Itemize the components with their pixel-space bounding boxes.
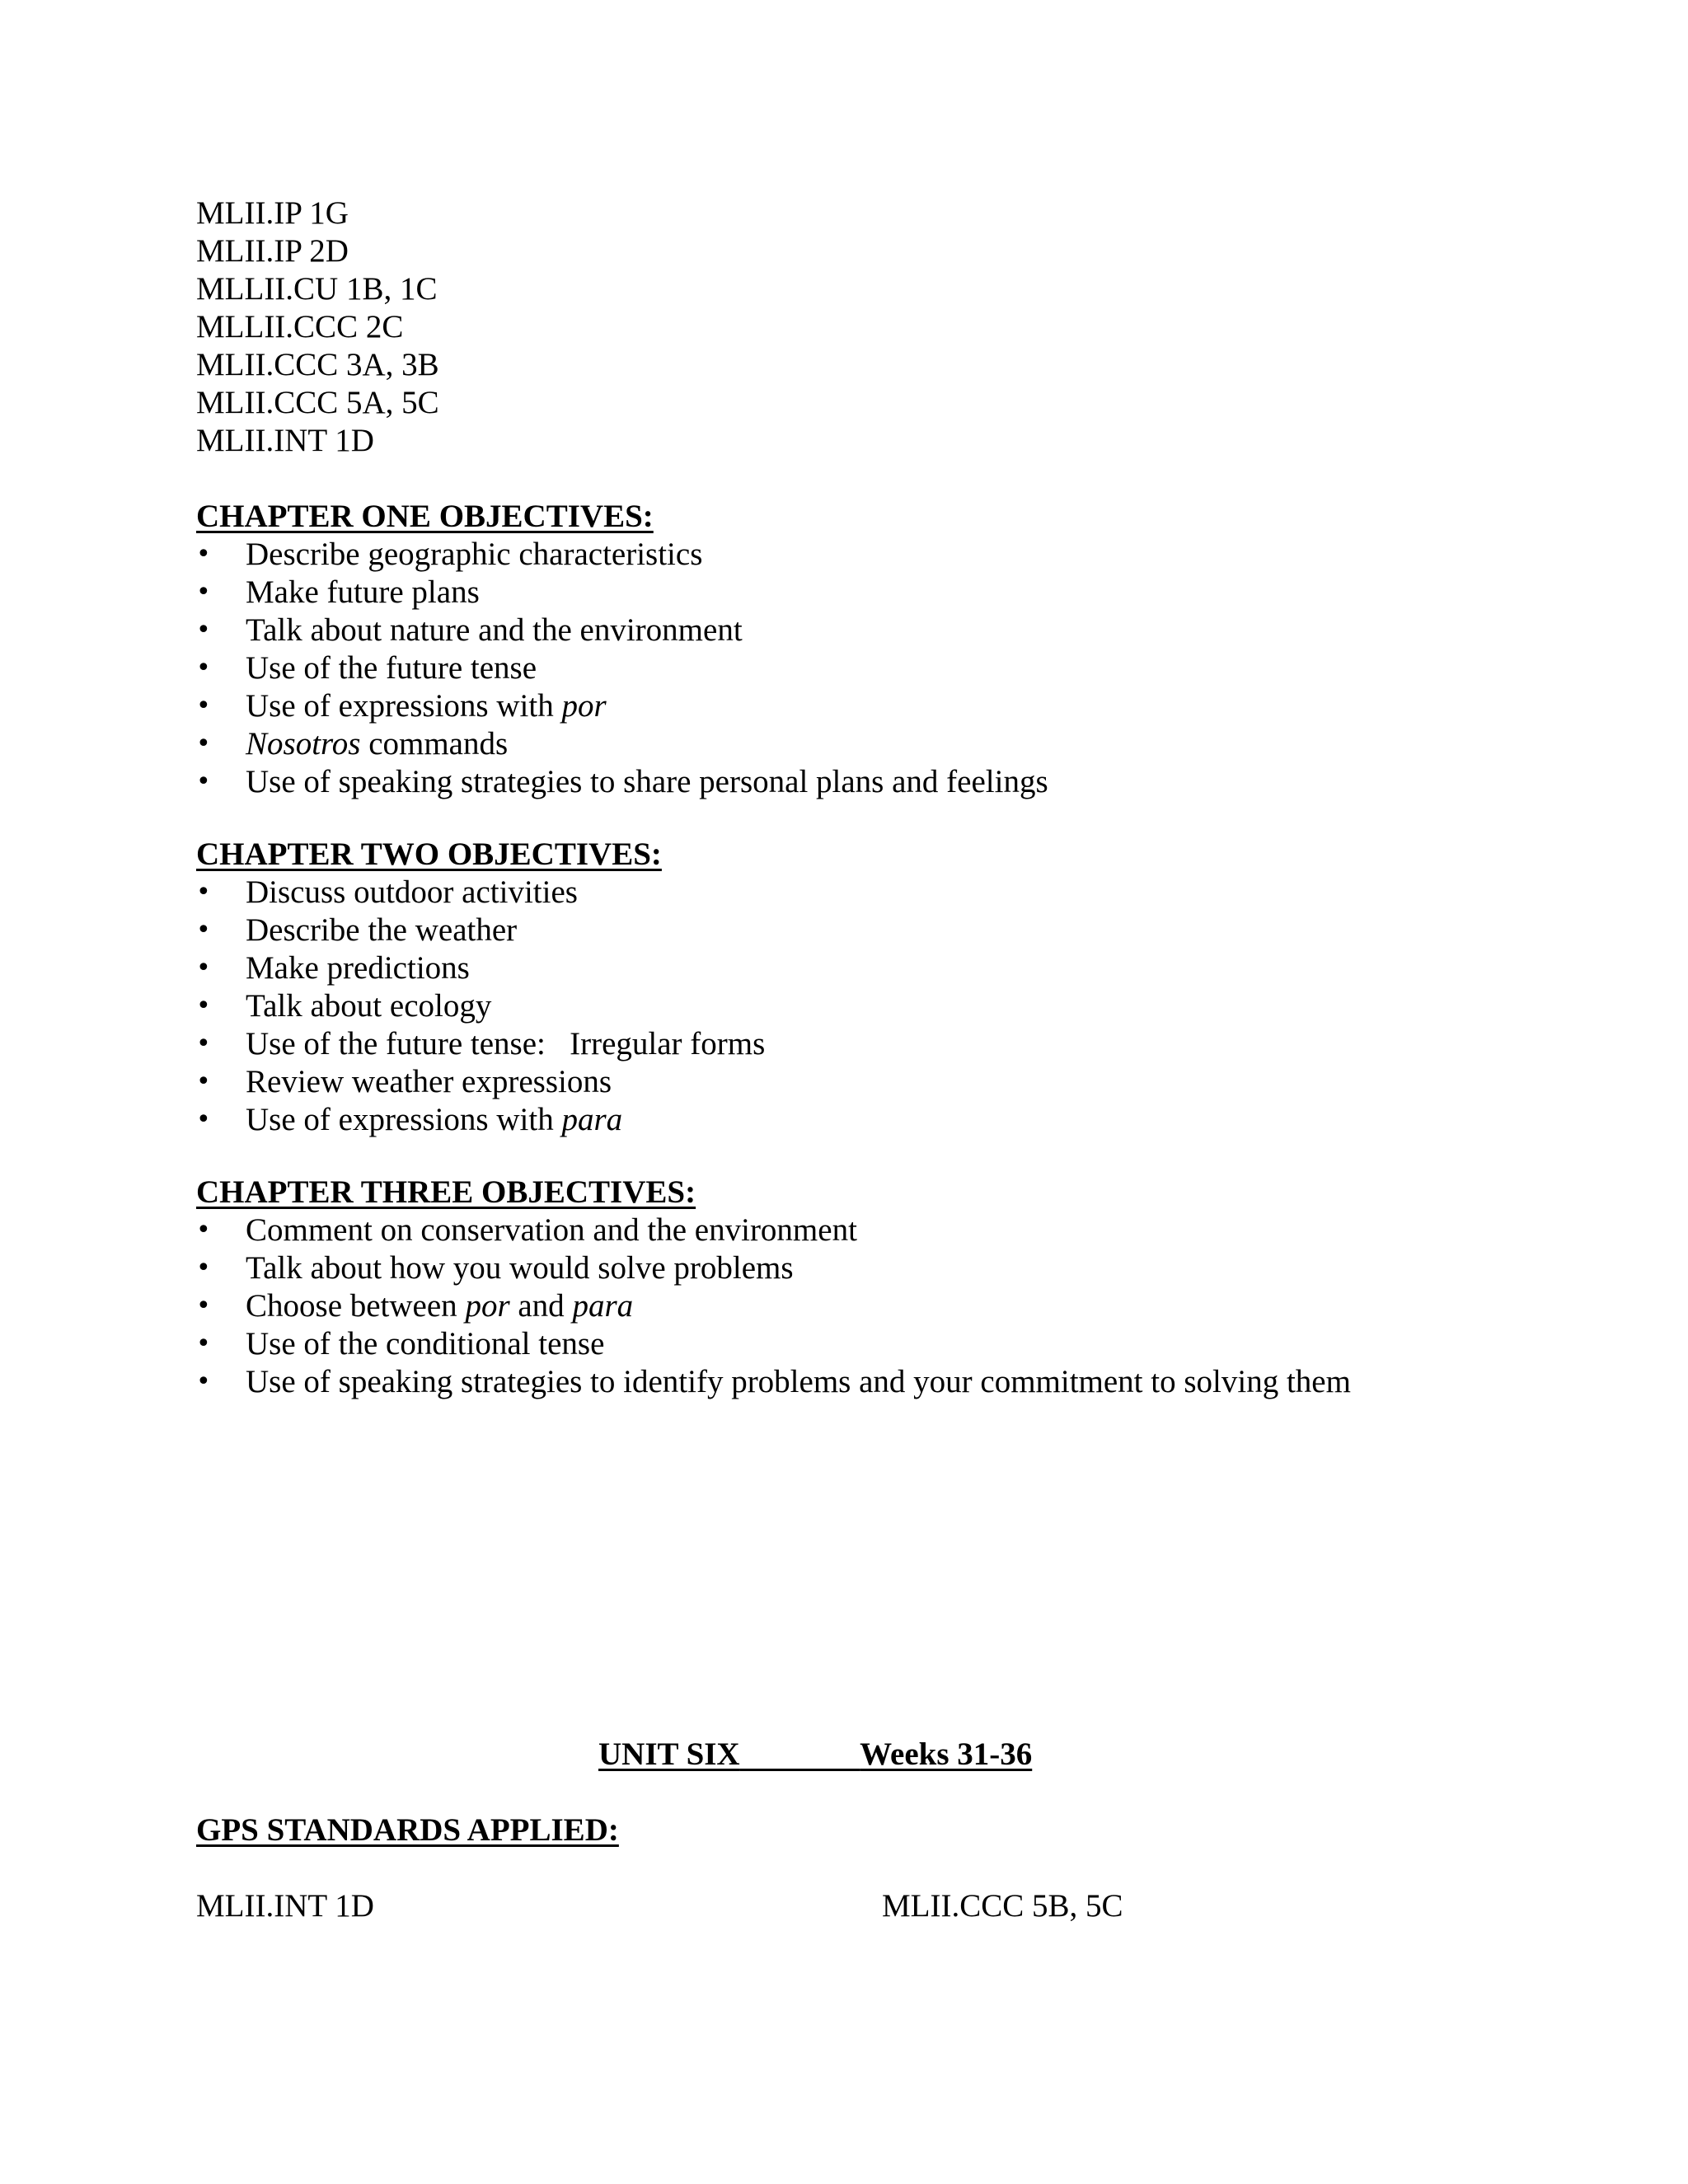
bullet-icon: • <box>196 578 211 607</box>
objective-text: Use of the conditional tense <box>246 1326 605 1361</box>
objective-text: Make predictions <box>246 950 470 986</box>
objective-item <box>196 874 662 912</box>
bullet-icon: • <box>196 1367 211 1396</box>
gps-standard-left: MLII.INT 1D <box>196 1888 374 1924</box>
objective-item <box>196 1212 857 1249</box>
objective-text: Comment on conservation and the environment <box>246 1212 857 1248</box>
standard-item: MLII.CCC 5A, 5C <box>196 385 439 420</box>
bullet-icon: • <box>196 767 211 796</box>
chapter-one-objectives <box>196 536 1048 801</box>
objective-item <box>196 574 654 612</box>
objective-item <box>196 1287 696 1325</box>
gps-heading: GPS STANDARDS APPLIED: <box>196 1812 619 1848</box>
objective-item <box>196 1325 696 1363</box>
bullet-icon: • <box>196 654 211 682</box>
chapter-two-objectives <box>196 874 766 1139</box>
unit-name: UNIT SIX <box>598 1736 740 1772</box>
standard-item: MLII.INT 1D <box>196 423 374 458</box>
bullet-icon: • <box>196 1216 211 1244</box>
objective-item <box>196 763 1048 801</box>
objective-text: Use of expressions with para <box>246 1102 623 1137</box>
chapter-two-section <box>196 836 766 1139</box>
bullet-icon: • <box>196 1029 211 1058</box>
chapter-three-objectives <box>196 1212 1351 1401</box>
objective-item <box>196 687 654 725</box>
objective-item <box>196 1363 1351 1401</box>
bullet-icon: • <box>196 916 211 944</box>
objective-text: Use of speaking strategies to identify problems and your commitment to solving them <box>246 1364 1351 1399</box>
standard-item: MLII.CCC 3A, 3B <box>196 347 439 382</box>
standard-item: MLII.IP 1G <box>196 195 349 231</box>
objective-text: Review weather expressions <box>246 1064 612 1099</box>
objective-item <box>196 649 654 687</box>
objective-text: Describe the weather <box>246 912 518 948</box>
chapter-one-heading: CHAPTER ONE OBJECTIVES: <box>196 499 654 534</box>
standard-item: MLLII.CCC 2C <box>196 309 404 344</box>
objective-text: Use of the future tense: Irregular forms <box>246 1026 766 1062</box>
objective-item <box>196 987 662 1025</box>
objective-item <box>196 1063 662 1101</box>
bullet-icon: • <box>196 991 211 1020</box>
objective-item <box>196 949 662 987</box>
unit-title <box>598 1736 1032 1774</box>
unit-weeks: Weeks 31-36 <box>860 1736 1033 1772</box>
objective-text: Discuss outdoor activities <box>246 874 578 910</box>
objective-text: Nosotros commands <box>246 726 509 762</box>
objective-item <box>196 1249 794 1287</box>
objective-text: Use of speaking strategies to share personal plans and feelings <box>246 764 1048 799</box>
chapter-three-heading: CHAPTER THREE OBJECTIVES: <box>196 1174 696 1210</box>
bullet-icon: • <box>196 616 211 644</box>
objective-text: Describe geographic characteristics <box>246 537 703 572</box>
objective-item <box>196 725 654 763</box>
chapter-three-section <box>196 1174 1351 1401</box>
gps-standard-right: MLII.CCC 5B, 5C <box>882 1888 1123 1924</box>
bullet-icon: • <box>196 1254 211 1282</box>
objective-text: Make future plans <box>246 574 480 610</box>
objective-text: Choose between por and para <box>246 1288 634 1324</box>
bullet-icon: • <box>196 729 211 758</box>
objective-text: Talk about nature and the environment <box>246 612 743 648</box>
standard-item: MLLII.CU 1B, 1C <box>196 271 438 307</box>
objective-item <box>196 1101 662 1139</box>
objective-text: Use of the future tense <box>246 650 537 686</box>
bullet-icon: • <box>196 1291 211 1320</box>
bullet-icon: • <box>196 954 211 982</box>
bullet-icon: • <box>196 540 211 569</box>
objective-text: Talk about how you would solve problems <box>246 1250 794 1286</box>
bullet-icon: • <box>196 1105 211 1134</box>
bullet-icon: • <box>196 1067 211 1096</box>
objective-text: Talk about ecology <box>246 988 492 1024</box>
objective-item <box>196 912 662 949</box>
objective-text: Use of expressions with por <box>246 688 607 724</box>
objective-item <box>196 1025 766 1063</box>
bullet-icon: • <box>196 1329 211 1358</box>
bullet-icon: • <box>196 691 211 720</box>
chapter-one-section <box>196 498 1048 801</box>
objective-item <box>196 612 743 649</box>
unit-gap <box>740 1736 860 1772</box>
standards-list-top <box>196 194 439 460</box>
chapter-two-heading: CHAPTER TWO OBJECTIVES: <box>196 837 662 872</box>
standard-item: MLII.IP 2D <box>196 233 349 269</box>
objective-item <box>196 536 703 574</box>
bullet-icon: • <box>196 878 211 907</box>
